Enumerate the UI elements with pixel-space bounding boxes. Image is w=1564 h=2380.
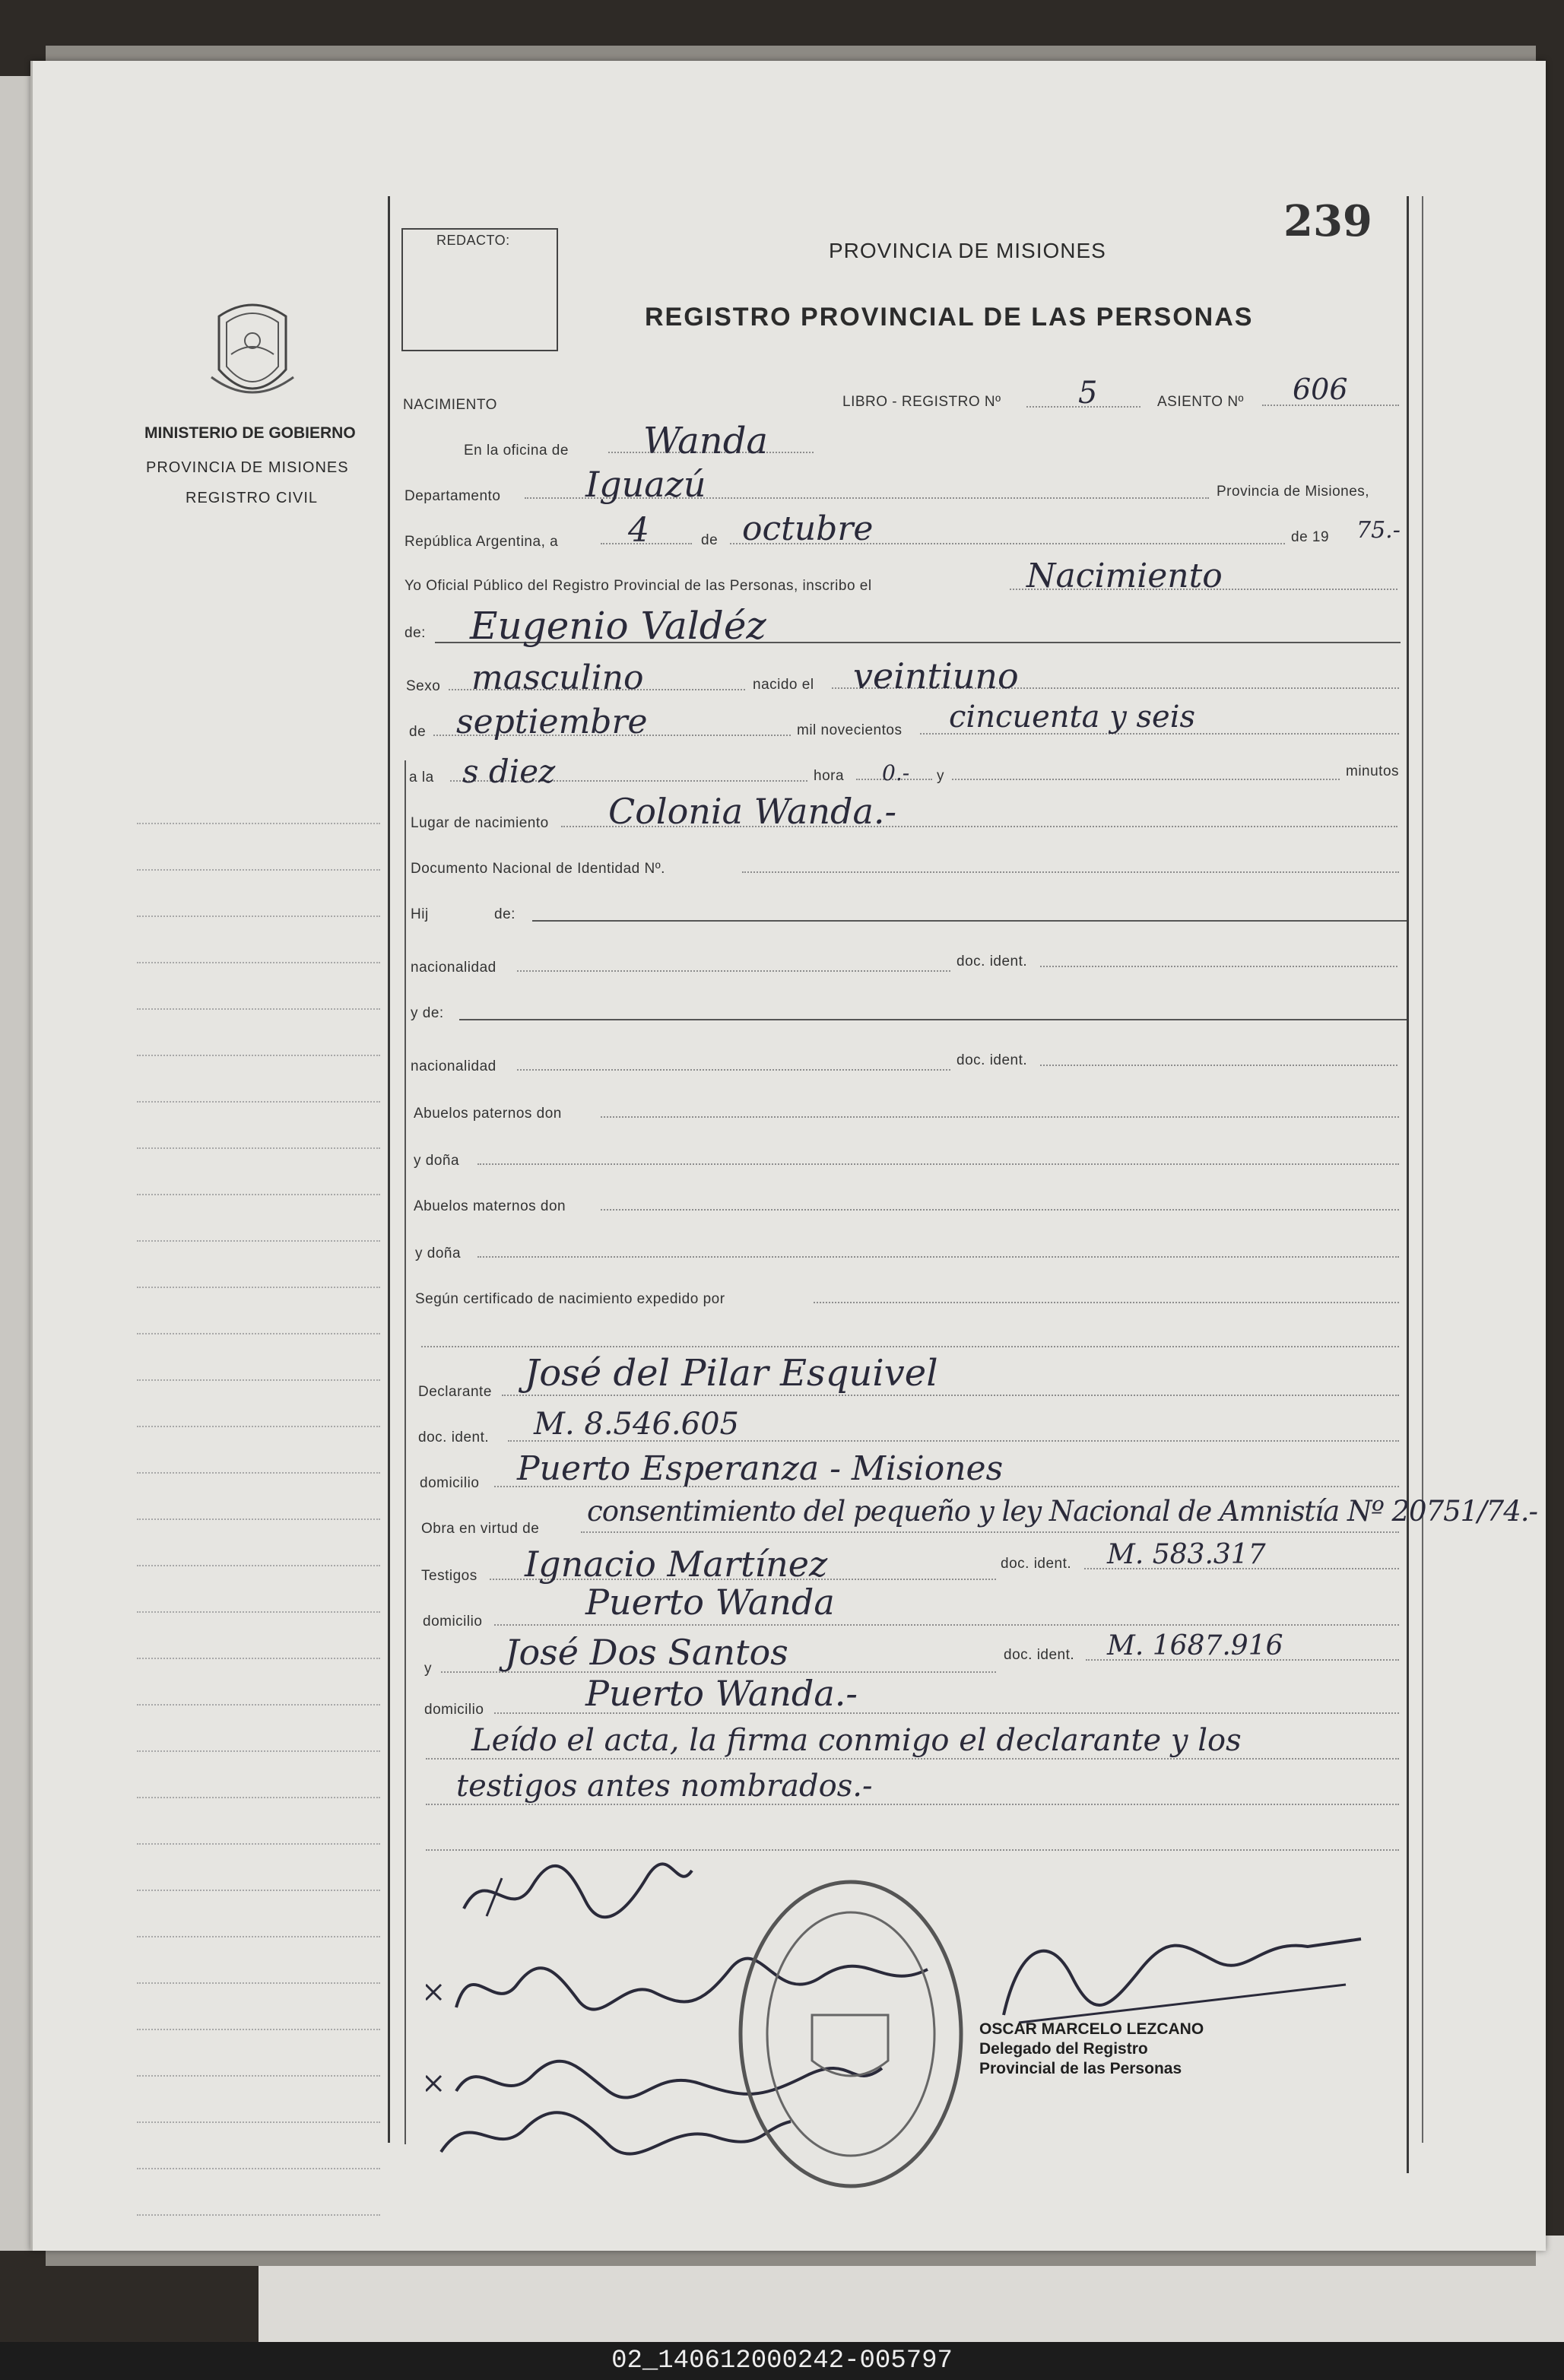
margin-ruled-line — [137, 1379, 380, 1381]
fill-line-declarante — [502, 1395, 1399, 1396]
label-y-dona-2: y doña — [415, 1246, 462, 1261]
hw-asiento: 606 — [1293, 373, 1348, 406]
label-asiento: ASIENTO Nº — [1157, 394, 1244, 410]
label-oficina: En la oficina de — [464, 443, 569, 459]
margin-ruled-line — [137, 1287, 380, 1288]
official-name: OSCAR MARCELO LEZCANO — [979, 2020, 1204, 2038]
registry-title: REGISTRO PROVINCIAL DE LAS PERSONAS — [645, 303, 1254, 332]
label-mil-novecientos: mil novecientos — [797, 722, 903, 738]
hw-nombre: Eugenio Valdéz — [470, 604, 766, 648]
label-lugar-nacimiento: Lugar de nacimiento — [411, 815, 549, 831]
signature-declarante-icon — [456, 1848, 700, 1939]
label-domicilio-declarante: domicilio — [420, 1475, 480, 1491]
hw-departamento: Iguazú — [585, 464, 706, 505]
fill-line-padre — [532, 920, 1407, 922]
form-frame-right-inner — [1422, 196, 1423, 2143]
form-frame-left-inner — [404, 760, 406, 2144]
label-departamento: Departamento — [404, 488, 501, 504]
label-nacionalidad-2: nacionalidad — [411, 1058, 496, 1074]
margin-ruled-line — [137, 1750, 380, 1752]
label-hora: hora — [814, 768, 845, 784]
hw-anio: 75.- — [1356, 517, 1401, 544]
label-y-dona-1: y doña — [414, 1153, 460, 1169]
hw-mes-nac: septiembre — [456, 703, 648, 741]
province-label-left: PROVINCIA DE MISIONES — [146, 459, 349, 476]
image-id-caption: 02_140612000242-005797 — [611, 2347, 953, 2375]
fill-line-dona-1 — [477, 1163, 1399, 1165]
fill-line-nacionalidad-2 — [517, 1069, 950, 1071]
margin-ruled-line — [137, 1055, 380, 1056]
margin-ruled-line — [137, 2075, 380, 2077]
label-abuelos-paternos: Abuelos paternos don — [414, 1106, 562, 1122]
margin-ruled-line — [137, 1008, 380, 1010]
hw-obra-en-virtud: consentimiento del pequeño y ley Nacional de Amnistía Nº 20751/74.- — [587, 1495, 1538, 1528]
margin-ruled-line — [137, 1333, 380, 1334]
hw-nacido-el: veintiuno — [853, 655, 1019, 697]
fill-line-dona-2 — [477, 1256, 1399, 1258]
hw-testigo-2-domicilio: Puerto Wanda.- — [585, 1673, 858, 1714]
hw-testigo-1-domicilio: Puerto Wanda — [585, 1582, 835, 1623]
label-de-padre: de: — [494, 906, 516, 922]
province-title: PROVINCIA DE MISIONES — [829, 239, 1106, 262]
label-sexo: Sexo — [406, 678, 441, 694]
form-frame-right — [1407, 196, 1409, 2173]
margin-ruled-line — [137, 1194, 380, 1195]
hw-hora: 0.- — [882, 760, 910, 785]
label-doc-ident-1: doc. ident. — [956, 954, 1028, 969]
margin-ruled-line — [137, 1101, 380, 1103]
label-doc-ident-testigo-1: doc. ident. — [1001, 1556, 1072, 1572]
margin-ruled-line — [137, 1611, 380, 1613]
margin-ruled-line — [137, 2214, 380, 2216]
margin-ruled-line — [137, 1982, 380, 1984]
fill-line-extra-2 — [426, 1804, 1399, 1805]
fill-line-madre — [459, 1019, 1407, 1020]
label-yo-oficial: Yo Oficial Público del Registro Provincial de las Personas, inscribo el — [404, 578, 872, 594]
hw-testigo-1: Ignacio Martínez — [525, 1544, 828, 1585]
fill-line-obra — [581, 1531, 1399, 1533]
label-documento-nacional: Documento Nacional de Identidad Nº. — [411, 861, 665, 877]
margin-ruled-line — [137, 962, 380, 963]
hw-lugar: Colonia Wanda.- — [608, 791, 897, 832]
label-nacionalidad-1: nacionalidad — [411, 960, 496, 976]
margin-ruled-line — [137, 1472, 380, 1474]
hw-cierre-2: testigos antes nombrados.- — [456, 1769, 873, 1804]
margin-ruled-line — [137, 1843, 380, 1845]
signature-official-icon — [988, 1916, 1369, 2030]
redacto-label: REDACTO: — [436, 233, 510, 248]
hw-anio-nac: cincuenta y seis — [949, 700, 1196, 735]
label-declarante: Declarante — [418, 1384, 492, 1400]
label-a-la: a la — [409, 770, 434, 785]
margin-ruled-line — [137, 2121, 380, 2123]
hw-libro: 5 — [1078, 376, 1098, 411]
label-de-19: de 19 — [1291, 529, 1330, 545]
official-title: Delegado del Registro — [979, 2040, 1148, 2058]
margin-ruled-line — [137, 2168, 380, 2169]
label-y-testigo-2: y — [424, 1661, 432, 1677]
label-nacido-el: nacido el — [753, 677, 814, 693]
fill-line-abuelos-maternos — [601, 1209, 1399, 1211]
label-obra-en-virtud: Obra en virtud de — [421, 1521, 540, 1537]
label-domicilio-testigo-1: domicilio — [423, 1614, 483, 1630]
label-minutos: minutos — [1346, 763, 1400, 779]
official-institution: Provincial de las Personas — [979, 2060, 1182, 2077]
margin-ruled-line — [137, 1565, 380, 1566]
label-segun-certificado: Según certificado de nacimiento expedido por — [415, 1291, 725, 1307]
form-frame-left — [388, 196, 390, 2143]
fill-line-doc-ident-1 — [1040, 966, 1397, 967]
margin-ruled-line — [137, 1658, 380, 1659]
label-de-nombre: de: — [404, 625, 426, 641]
hw-inscribo: Nacimiento — [1026, 557, 1223, 595]
fill-line-certificado — [814, 1302, 1399, 1303]
margin-ruled-line — [137, 869, 380, 871]
hw-dia: 4 — [628, 511, 649, 550]
fill-line-minutos — [952, 779, 1340, 780]
hw-oficina: Wanda — [643, 420, 769, 462]
civil-registry-label: REGISTRO CIVIL — [186, 490, 319, 506]
margin-ruled-line — [137, 1704, 380, 1706]
label-republica: República Argentina, a — [404, 534, 559, 550]
fill-line-extra-1 — [426, 1758, 1399, 1760]
label-provincia-misiones: Provincia de Misiones, — [1217, 484, 1370, 500]
fill-line-documento — [742, 871, 1399, 873]
hw-declarante: José del Pilar Esquivel — [525, 1352, 938, 1395]
label-y-de-madre: y de: — [411, 1005, 444, 1021]
province-seal-icon — [204, 294, 301, 412]
hw-declarante-domicilio: Puerto Esperanza - Misiones — [517, 1449, 1004, 1488]
label-doc-ident-2: doc. ident. — [956, 1052, 1028, 1068]
hw-declarante-doc: M. 8.546.605 — [534, 1407, 739, 1442]
hw-mes: octubre — [742, 509, 874, 548]
fill-line-certificado-2 — [421, 1346, 1399, 1347]
fill-line-abuelos-paternos — [601, 1116, 1399, 1118]
official-stamp-text — [979, 2020, 1204, 2079]
margin-ruled-line — [137, 1890, 380, 1891]
page-number: 239 — [1283, 196, 1372, 246]
label-de-mes-nac: de — [409, 724, 427, 740]
label-domicilio-testigo-2: domicilio — [424, 1702, 484, 1718]
label-doc-ident-testigo-2: doc. ident. — [1004, 1647, 1075, 1663]
margin-ruled-line — [137, 1147, 380, 1149]
margin-ruled-line — [137, 1240, 380, 1242]
fill-line-doc-ident-2 — [1040, 1065, 1397, 1066]
hw-cierre-1: Leído el acta, la firma conmigo el declarante y los — [471, 1723, 1242, 1758]
hw-sexo: masculino — [471, 658, 644, 697]
fill-line-domicilio-testigo-1 — [494, 1624, 1399, 1626]
label-de-mes: de — [701, 532, 719, 548]
label-hij: Hij — [411, 906, 429, 922]
margin-ruled-line — [137, 823, 380, 824]
label-doc-ident-declarante: doc. ident. — [418, 1430, 490, 1445]
ministry-label: MINISTERIO DE GOBIERNO — [144, 424, 356, 442]
fill-line-nacionalidad-1 — [517, 970, 950, 972]
label-testigos: Testigos — [421, 1568, 477, 1584]
hw-testigo-2: José Dos Santos — [505, 1632, 788, 1673]
label-nacimiento: NACIMIENTO — [403, 397, 497, 413]
margin-ruled-line — [137, 1426, 380, 1427]
label-y-min: y — [937, 768, 944, 784]
hw-testigo-2-doc: M. 1687.916 — [1107, 1630, 1283, 1661]
margin-ruled-line — [137, 1936, 380, 1937]
margin-ruled-line — [137, 1518, 380, 1520]
margin-ruled-line — [137, 2029, 380, 2030]
margin-ruled-line — [137, 916, 380, 917]
registry-stamp-icon — [736, 1878, 966, 2190]
hw-testigo-1-doc: M. 583.317 — [1107, 1539, 1266, 1570]
hw-a-la: s diez — [462, 753, 556, 790]
label-abuelos-maternos: Abuelos maternos don — [414, 1198, 566, 1214]
margin-ruled-line — [137, 1797, 380, 1798]
label-libro-registro: LIBRO - REGISTRO Nº — [842, 394, 1001, 410]
